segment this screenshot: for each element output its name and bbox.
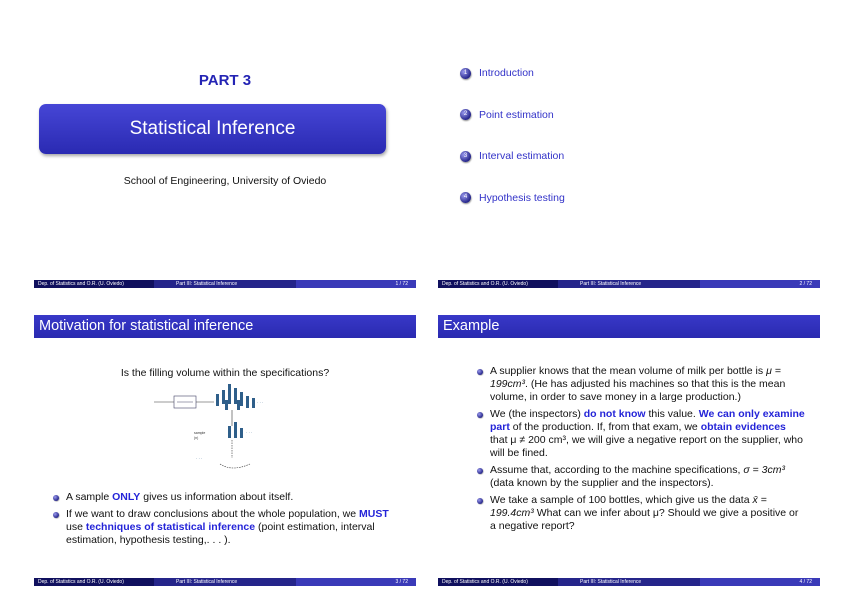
text: . (He has adjusted his machines so that this is the mean volume, in order to save money in a large production.) [490,378,786,403]
footer-institution: Dep. of Statistics and O.R. (U. Oviedo) [34,280,154,288]
footer-institution: Dep. of Statistics and O.R. (U. Oviedo) [438,280,558,288]
footer-page: 4 / 72 [700,578,820,586]
emphasis: obtain evidences [700,421,786,433]
bullet-icon [53,512,59,518]
institution: School of Engineering, University of Oviedo [123,175,327,187]
text: We (the inspectors) [490,408,584,420]
svg-text:· · ·: · · · [246,430,253,435]
text: that μ ≠ 200 cm³, we will give a negative report on the supplier, who will be fined. [490,434,803,459]
footer-page: 2 / 72 [700,280,820,288]
table-of-contents [460,66,565,232]
slide-4 [438,298,820,586]
bottles-population [216,384,255,410]
svg-text:sample: sample [194,431,206,435]
text: (point estimation, interval estimation, hypothesis testing,. . . ). [66,521,375,546]
footer-institution: Dep. of Statistics and O.R. (U. Oviedo) [438,578,558,586]
section-number-icon: 4 [460,192,471,203]
toc-label: Introduction [479,67,534,79]
toc-item-interval-estimation[interactable] [460,149,565,163]
bullet-icon [477,369,483,375]
text: (data known by the supplier and the inspectors). [490,477,714,489]
bullet-list [476,365,806,537]
list-item [52,508,392,547]
list-item [52,491,392,504]
bottles-sample [228,422,243,438]
math: μ = 199cm³ [490,365,781,390]
emphasis: We can only examine part [490,408,805,433]
text: A sample [66,491,113,503]
question-text: Is the filling volume within the specifications? [120,367,330,379]
toc-label: Hypothesis testing [479,191,565,204]
presentation-title: Statistical Inference [129,118,296,139]
list-item [476,365,806,404]
svg-text:(n): (n) [194,436,199,440]
slide-footer [34,280,416,288]
section-number-icon: 2 [460,109,471,120]
list-item [476,464,806,490]
text: gives us information about itself. [140,491,294,503]
frame-title: Motivation for statistical inference [34,315,416,338]
text: We take a sample of 100 bottles, which give us the data [490,494,753,506]
text: Assume that, according to the machine specifications, [490,464,744,476]
bullet-icon [53,495,59,501]
footer-title: Part III: Statistical Inference [154,578,296,586]
emphasis: do not know [583,408,646,420]
svg-text:· · ·: · · · [257,400,264,405]
emphasis: MUST [359,508,389,520]
title-box [39,104,386,154]
toc-label: Interval estimation [479,150,565,162]
svg-text:· · ·: · · · [196,456,203,461]
bullet-list [52,491,392,551]
text: What can we infer about μ? Should we give a positive or a negative report? [490,507,799,532]
section-number-icon: 3 [460,151,471,162]
footer-title: Part III: Statistical Inference [558,280,700,288]
text: this value. [645,408,699,420]
bullet-icon [477,498,483,504]
section-number-icon: 1 [460,68,471,79]
emphasis: ONLY [112,491,141,503]
bottle-sampling-figure [154,380,272,472]
text: of the production. If, from that exam, we [509,421,701,433]
slide-footer [438,578,820,586]
frame-title: Example [438,315,820,338]
slide-3 [34,298,416,586]
toc-item-introduction[interactable] [460,66,565,80]
text: If we want to draw conclusions about the whole population, we [66,508,360,520]
text: use [66,521,86,533]
emphasis: techniques of statistical inference [85,521,256,533]
slide-2 [438,0,820,288]
slide-footer [34,578,416,586]
math: x̄ = 199.4cm³ [490,494,767,519]
footer-page: 3 / 72 [296,578,416,586]
toc-item-point-estimation[interactable] [460,108,565,122]
text: A supplier knows that the mean volume of milk per bottle is [490,365,767,377]
toc-label: Point estimation [479,108,554,121]
toc-item-hypothesis-testing[interactable] [460,191,565,205]
part-label: PART 3 [198,72,252,89]
bullet-icon [477,412,483,418]
list-item [476,408,806,460]
footer-page: 1 / 72 [296,280,416,288]
math: σ = 3cm³ [743,464,785,476]
bullet-icon [477,468,483,474]
footer-institution: Dep. of Statistics and O.R. (U. Oviedo) [34,578,154,586]
slide-1 [34,0,416,288]
list-item [476,494,806,533]
footer-title: Part III: Statistical Inference [558,578,700,586]
footer-title: Part III: Statistical Inference [154,280,296,288]
slide-footer [438,280,820,288]
